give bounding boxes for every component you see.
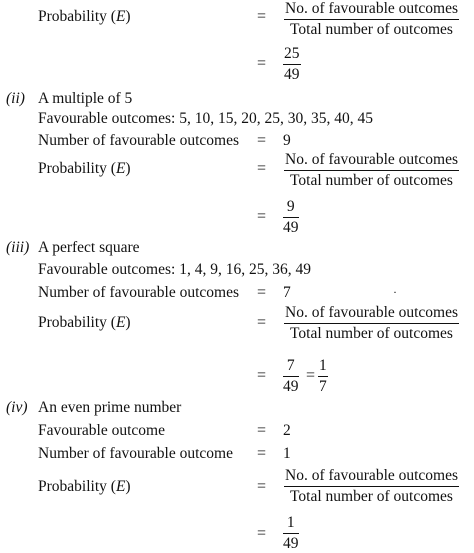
equals-sign: = xyxy=(257,367,267,384)
part-iv-heading: An even prime number xyxy=(38,399,182,416)
part-ii-numeral: (ii) xyxy=(6,90,25,107)
favourable-outcomes-list: Favourable outcomes: 5, 10, 15, 20, 25, 30, 35, 40, 45 xyxy=(38,110,373,127)
result-fraction: $\frac{9}{49}$ xyxy=(283,198,299,236)
equals-sign: = xyxy=(257,422,267,439)
equals-sign: = xyxy=(257,160,267,177)
probability-label: Probability (E) xyxy=(38,314,131,331)
equals-sign: = xyxy=(257,208,267,225)
favourable-count-value: 7 xyxy=(283,284,291,301)
favourable-count-label: Number of favourable outcomes xyxy=(38,132,240,149)
equals-sign: = xyxy=(257,445,267,462)
part-iv-numeral: (iv) xyxy=(6,399,28,416)
equals-sign: = xyxy=(257,284,267,301)
favourable-count-label: Number of favourable outcome xyxy=(38,445,233,462)
equals-sign: = xyxy=(257,132,267,149)
probability-formula: No. of favourable outcomes Total number of outcomes xyxy=(285,0,459,38)
equals-sign: = xyxy=(257,525,267,542)
equals-sign: = xyxy=(257,478,267,495)
simplified-fraction: $\frac{1}{7}$ xyxy=(319,357,327,395)
part-iii-numeral: (iii) xyxy=(6,239,30,256)
part-ii-heading: A multiple of 5 xyxy=(38,90,133,107)
equals-sign: = xyxy=(257,314,267,331)
stray-dot-mark: · xyxy=(393,285,397,299)
probability-label: Probability (E) xyxy=(38,8,131,25)
favourable-outcome-value: 2 xyxy=(283,422,291,439)
result-fraction: $\frac{25}{49}$ xyxy=(284,45,300,83)
equals-sign: = xyxy=(257,8,267,25)
probability-formula: No. of favourable outcomes Total number of outcomes xyxy=(285,467,459,505)
favourable-count-value: 9 xyxy=(283,132,291,149)
favourable-outcomes-list: Favourable outcomes: 1, 4, 9, 16, 25, 36, 49 xyxy=(38,261,311,278)
probability-formula: No. of favourable outcomes Total number of outcomes xyxy=(285,151,459,189)
probability-label: Probability (E) xyxy=(38,478,131,495)
probability-label: Probability (E) xyxy=(38,160,131,177)
equals-sign: = xyxy=(306,367,316,384)
favourable-outcome-label: Favourable outcome xyxy=(38,422,165,439)
favourable-count-value: 1 xyxy=(283,445,291,462)
equals-sign: = xyxy=(257,55,267,72)
part-iii-heading: A perfect square xyxy=(38,239,140,256)
probability-formula: No. of favourable outcomes Total number of outcomes xyxy=(285,304,459,342)
favourable-count-label: Number of favourable outcomes xyxy=(38,284,240,301)
result-fraction: $\frac{7}{49}$ xyxy=(283,357,299,395)
result-fraction: $\frac{1}{49}$ xyxy=(283,514,299,552)
